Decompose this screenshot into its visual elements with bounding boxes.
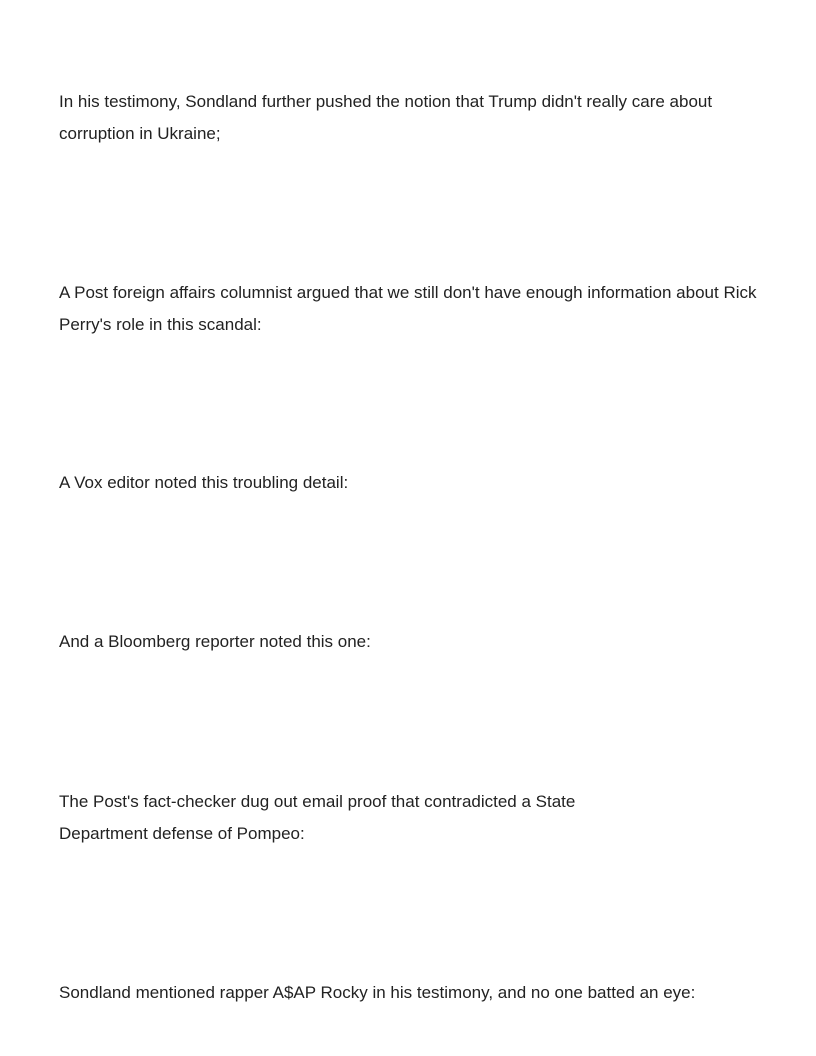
paragraph-asap-rocky: Sondland mentioned rapper A$AP Rocky in his testimony, and no one batted an eye: bbox=[59, 983, 696, 1002]
paragraph-sondland-corruption: In his testimony, Sondland further pushed the notion that Trump didn't really care about corruption in Ukraine; bbox=[59, 92, 713, 143]
paragraph-fact-checker: The Post's fact-checker dug out email proof that contradicted a State Department defense of Pompeo: bbox=[59, 792, 576, 843]
paragraph-vox-detail: A Vox editor noted this troubling detail: bbox=[59, 473, 349, 492]
paragraph-rick-perry-role: A Post foreign affairs columnist argued that we still don't have enough information about Rick Perry's role in this scandal: bbox=[59, 283, 757, 334]
paragraph-bloomberg-note: And a Bloomberg reporter noted this one: bbox=[59, 632, 371, 651]
